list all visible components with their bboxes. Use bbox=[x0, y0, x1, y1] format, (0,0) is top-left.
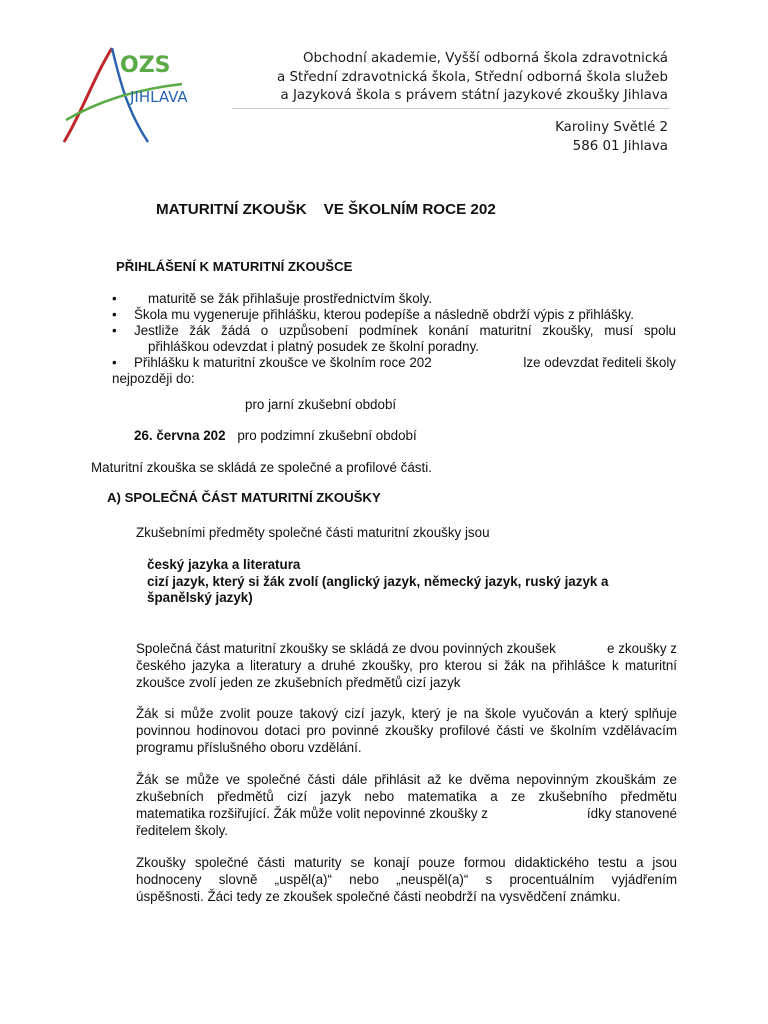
paragraph-text: Zkoušky společné části maturity se konají pouze formou didaktického testu a jsou bbox=[136, 855, 677, 870]
subjects-list bbox=[147, 557, 609, 607]
list-item-text: Škola mu vygeneruje přihlášku, kterou podepíše a následně obdrží výpis z přihlášky. bbox=[134, 307, 634, 322]
subject-item-continuation: španělský jazyk) bbox=[147, 590, 253, 605]
section-a-heading: A) SPOLEČNÁ ČÁST MATURITNÍ ZKOUŠKY bbox=[107, 490, 381, 505]
exam-parts-text: Maturitní zkouška se skládá ze společné a profilové části. bbox=[91, 460, 432, 475]
bullet-icon: • bbox=[112, 323, 117, 338]
registration-heading: PŘIHLÁŠENÍ K MATURITNÍ ZKOUŠCE bbox=[116, 259, 353, 274]
paragraph-text: hodnoceny slovně „uspěl(a)“ nebo „neuspěl(a)“ s procentuálním vyjádřením bbox=[136, 872, 677, 887]
paragraph-text: povinnou hodinovou dotaci pro povinné zkoušky profilové části ve školním vzdělávacím bbox=[136, 723, 677, 738]
list-item-text: Přihlášku k maturitní zkoušce ve školním roce 202 bbox=[134, 355, 432, 370]
logo-city-text: JIHLAVA bbox=[130, 88, 188, 106]
bullet-icon: • bbox=[112, 291, 117, 306]
list-item-text: Jestliže žák žádá o uzpůsobení podmínek konání maturitní zkoušky, musí spolu bbox=[134, 323, 676, 338]
subject-item: český jazyka a literatura bbox=[147, 557, 301, 572]
deadline-spring: pro jarní zkušební období bbox=[245, 397, 397, 412]
school-name-block bbox=[240, 50, 668, 106]
paragraph-text: zkušebních předmětů cizí jazyk nebo matematika a ze zkušebního předmětu bbox=[136, 789, 677, 804]
paragraph-text: Žák se může ve společné části dále přihlásit až ke dvěma nepovinným zkouškám ze bbox=[136, 772, 677, 787]
address-street: Karoliny Světlé 2 bbox=[555, 120, 668, 135]
paragraph-text: matematika rozšiřující. Žák může volit nepovinné zkoušky z bbox=[136, 806, 489, 821]
paragraph-text: programu příslušného oboru vzdělání. bbox=[136, 740, 362, 755]
list-item-text: maturitě se žák přihlašuje prostřednictvím školy. bbox=[148, 291, 433, 306]
paragraph-text: ředitelem školy. bbox=[136, 823, 229, 838]
header-divider bbox=[232, 108, 670, 109]
registration-list bbox=[112, 291, 676, 387]
list-item-continuation: nejpozději do: bbox=[112, 371, 195, 386]
document-title: MATURITNÍ ZKOUŠK VE ŠKOLNÍM ROCE 202 bbox=[156, 201, 496, 218]
list-item bbox=[112, 291, 676, 307]
deadline-autumn bbox=[134, 428, 417, 445]
bullet-icon: • bbox=[112, 307, 117, 322]
paragraph-text: zkoušce zvolí jeden ze zkušebních předmětů cizí jazyk bbox=[136, 675, 461, 690]
paragraph-text: Žák si může zvolit pouze takový cizí jazyk, který je na škole vyučován a který splňuje bbox=[136, 706, 677, 721]
logo-graphic bbox=[62, 42, 232, 152]
list-item bbox=[112, 323, 676, 355]
paragraph-language-choice bbox=[136, 705, 677, 756]
paragraph-text: úspěšnosti. Žáci tedy ze zkoušek společné části neobdrží na vysvědčení známku. bbox=[136, 889, 621, 904]
paragraph-text: e zkoušky z bbox=[607, 641, 677, 656]
paragraph-optional-exams bbox=[136, 771, 677, 839]
list-item-text: přihláškou odevzdat i platný posudek ze školní poradny. bbox=[148, 339, 479, 354]
paragraph-text: českého jazyka a literatury a druhé zkoušky, pro kterou si žák na přihlášce k maturitní bbox=[136, 658, 677, 673]
logo-brand-text: OZS bbox=[120, 53, 171, 78]
subject-item: cizí jazyk, který si žák zvolí (anglický jazyk, německý jazyk, ruský jazyk a bbox=[147, 573, 609, 589]
school-name-line: a Jazyková škola s právem státní jazykové zkoušky Jihlava bbox=[280, 88, 668, 103]
paragraph-evaluation bbox=[136, 854, 677, 905]
school-logo bbox=[62, 42, 232, 152]
deadline-autumn-date: 26. června 202 bbox=[134, 428, 226, 443]
school-name-line: a Střední zdravotnická škola, Střední odborná škola služeb bbox=[276, 69, 668, 85]
list-item bbox=[112, 307, 676, 323]
paragraph-text: ídky stanovené bbox=[586, 806, 677, 821]
paragraph-common-part bbox=[136, 640, 677, 691]
bullet-icon: • bbox=[112, 355, 117, 370]
school-address bbox=[440, 119, 668, 156]
list-item bbox=[112, 355, 676, 371]
subjects-intro: Zkušebními předměty společné části maturitní zkoušky jsou bbox=[136, 525, 490, 540]
address-city: 586 01 Jihlava bbox=[572, 138, 668, 154]
school-name-line: Obchodní akademie, Vyšší odborná škola zdravotnická bbox=[302, 51, 668, 66]
list-item-text: lze odevzdat řediteli školy bbox=[523, 355, 676, 370]
paragraph-text: Společná část maturitní zkoušky se skládá ze dvou povinných zkoušek bbox=[136, 641, 556, 656]
deadline-autumn-label: pro podzimní zkušební období bbox=[237, 428, 417, 443]
